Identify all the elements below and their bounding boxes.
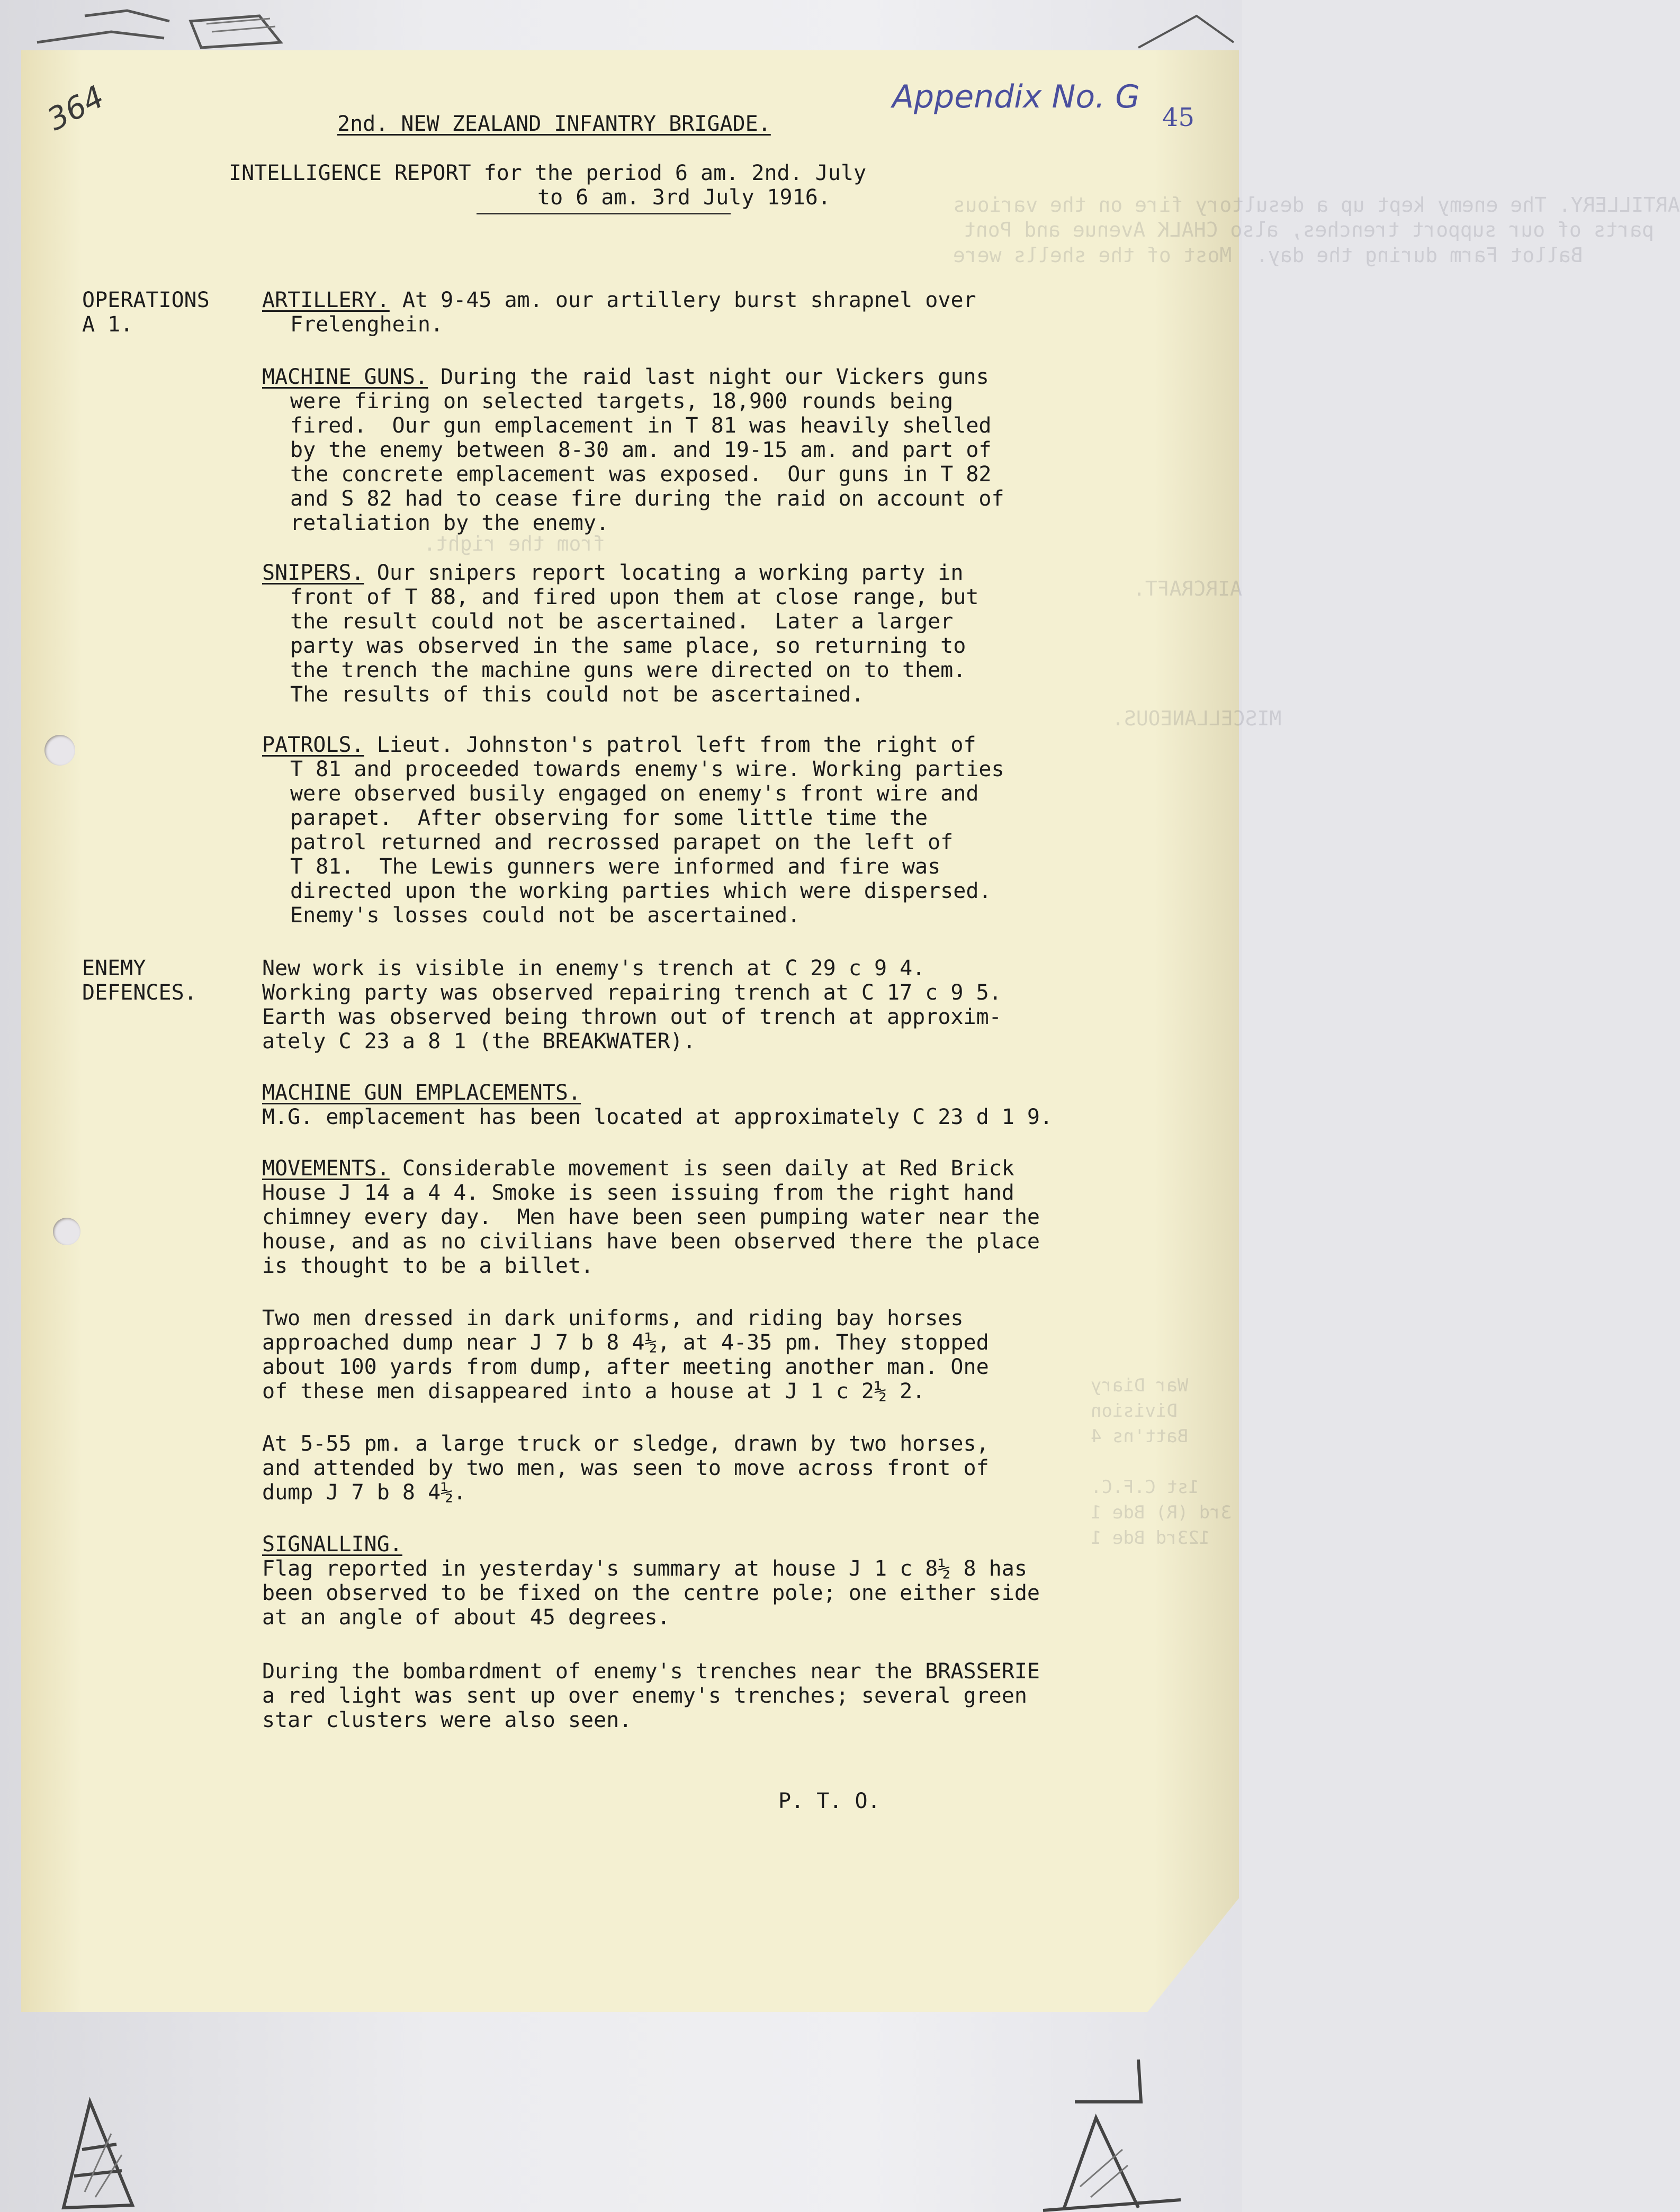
top-left-sketch bbox=[32, 0, 297, 58]
signalling-line: Flag reported in yesterday's summary at house J 1 c 8½ 8 has bbox=[262, 1557, 1027, 1581]
machine-guns-line: fired. Our gun emplacement in T 81 was heavily shelled bbox=[290, 413, 992, 438]
patrols-para: PATROLS. Lieut. Johnston's patrol left from the right of bbox=[262, 733, 976, 757]
movements-line: chimney every day. Men have been seen pumping water near the bbox=[262, 1205, 1040, 1229]
snipers-para: SNIPERS. Our snipers report locating a working party in bbox=[262, 561, 964, 585]
signalling-line: been observed to be fixed on the centre pole; one either side bbox=[262, 1581, 1040, 1605]
machine-guns-line: were firing on selected targets, 18,900 rounds being bbox=[290, 389, 954, 413]
title-rule bbox=[477, 213, 731, 214]
punch-hole-upper bbox=[44, 735, 75, 766]
patrols-line: patrol returned and recrossed parapet on the left of bbox=[290, 830, 954, 855]
machine-guns-label: MACHINE GUNS. bbox=[262, 365, 428, 389]
snipers-label: SNIPERS. bbox=[262, 561, 364, 585]
patrols-line: parapet. After observing for some little time the bbox=[290, 806, 928, 830]
movements-line: House J 14 a 4 4. Smoke is seen issuing from the right hand bbox=[262, 1181, 1014, 1205]
truck-line: At 5-55 pm. a large truck or sledge, drawn by two horses, bbox=[262, 1432, 989, 1456]
enemy-defences-subheading: DEFENCES. bbox=[82, 981, 197, 1005]
enemy-defences-heading: ENEMY bbox=[82, 956, 146, 981]
signalling-line: at an angle of about 45 degrees. bbox=[262, 1605, 670, 1630]
top-right-sketch bbox=[1133, 11, 1239, 53]
machine-guns-line: the concrete emplacement was exposed. Our guns in T 82 bbox=[290, 462, 992, 487]
snipers-line: the trench the machine guns were directed on to them. bbox=[290, 658, 966, 682]
defences-line: New work is visible in enemy's trench at C 29 c 9 4. bbox=[262, 956, 926, 981]
machine-guns-line: and S 82 had to cease fire during the raid on account of bbox=[290, 487, 1004, 511]
machine-guns-line: retaliation by the enemy. bbox=[290, 511, 609, 535]
punch-hole-lower bbox=[53, 1218, 80, 1245]
appendix-label: Appendix No. G bbox=[892, 78, 1140, 115]
operations-subheading: A 1. bbox=[82, 312, 133, 337]
page-number: 45 bbox=[1162, 103, 1195, 132]
movements-label: MOVEMENTS. bbox=[262, 1156, 390, 1181]
bombardment-line: During the bombardment of enemy's trenches near the BRASSERIE bbox=[262, 1659, 1040, 1684]
snipers-line: front of T 88, and fired upon them at close range, but bbox=[290, 585, 979, 609]
patrols-line: directed upon the working parties which were dispersed. bbox=[290, 879, 992, 903]
mg-emplacement-line: M.G. emplacement has been located at approximately C 23 d 1 9. bbox=[262, 1105, 1053, 1129]
brigade-heading: 2nd. NEW ZEALAND INFANTRY BRIGADE. bbox=[337, 112, 771, 136]
bottom-right-sketch bbox=[1032, 2054, 1191, 2212]
bombardment-line: star clusters were also seen. bbox=[262, 1708, 632, 1732]
show-through-text: ARTILLERY. The enemy kept up a desultory fire on the various bbox=[953, 193, 1680, 217]
artillery-label: ARTILLERY. bbox=[262, 288, 390, 312]
machine-guns-line: by the enemy between 8-30 am. and 19-15 am. and part of bbox=[290, 438, 992, 462]
patrols-line: Enemy's losses could not be ascertained. bbox=[290, 903, 801, 928]
artillery-line: Frelenghein. bbox=[290, 312, 443, 337]
bottom-left-sketch bbox=[32, 2091, 164, 2212]
two-men-line: about 100 yards from dump, after meeting another man. One bbox=[262, 1355, 989, 1379]
movements-line: house, and as no civilians have been observed there the place bbox=[262, 1229, 1040, 1254]
snipers-line: The results of this could not be ascertained. bbox=[290, 682, 864, 707]
movements-para: MOVEMENTS. Considerable movement is seen daily at Red Brick bbox=[262, 1156, 1014, 1181]
folio-number: 364 bbox=[41, 78, 110, 138]
defences-line: Earth was observed being thrown out of trench at approxim- bbox=[262, 1005, 1002, 1029]
truck-line: and attended by two men, was seen to move across front of bbox=[262, 1456, 989, 1480]
patrols-line: T 81 and proceeded towards enemy's wire. Working parties bbox=[290, 757, 1004, 781]
patrols-line: were observed busily engaged on enemy's front wire and bbox=[290, 781, 979, 806]
patrols-label: PATROLS. bbox=[262, 733, 364, 757]
truck-line: dump J 7 b 8 4½. bbox=[262, 1480, 466, 1505]
defences-line: ately C 23 a 8 1 (the BREAKWATER). bbox=[262, 1029, 696, 1054]
report-title-line2: to 6 am. 3rd July 1916. bbox=[537, 185, 831, 210]
artillery-para: ARTILLERY. At 9-45 am. our artillery burst shrapnel over bbox=[262, 288, 976, 312]
report-title-line1: INTELLIGENCE REPORT for the period 6 am. 2nd. July bbox=[229, 161, 867, 185]
operations-heading: OPERATIONS bbox=[82, 288, 210, 312]
machine-guns-para: MACHINE GUNS. During the raid last night our Vickers guns bbox=[262, 365, 989, 389]
two-men-line: of these men disappeared into a house at J 1 c 2½ 2. bbox=[262, 1379, 926, 1404]
pto-footer: P. T. O. bbox=[778, 1789, 881, 1813]
snipers-line: party was observed in the same place, so returning to bbox=[290, 634, 966, 658]
defences-line: Working party was observed repairing trench at C 17 c 9 5. bbox=[262, 981, 1002, 1005]
snipers-line: the result could not be ascertained. Later a larger bbox=[290, 609, 954, 634]
bombardment-line: a red light was sent up over enemy's trenches; several green bbox=[262, 1684, 1027, 1708]
patrols-line: T 81. The Lewis gunners were informed and fire was bbox=[290, 855, 941, 879]
signalling-heading: SIGNALLING. bbox=[262, 1532, 402, 1557]
mg-emplacements-heading: MACHINE GUN EMPLACEMENTS. bbox=[262, 1081, 581, 1105]
two-men-line: approached dump near J 7 b 8 4½, at 4-35 pm. They stopped bbox=[262, 1330, 989, 1355]
two-men-line: Two men dressed in dark uniforms, and riding bay horses bbox=[262, 1306, 964, 1330]
movements-line: is thought to be a billet. bbox=[262, 1254, 594, 1278]
